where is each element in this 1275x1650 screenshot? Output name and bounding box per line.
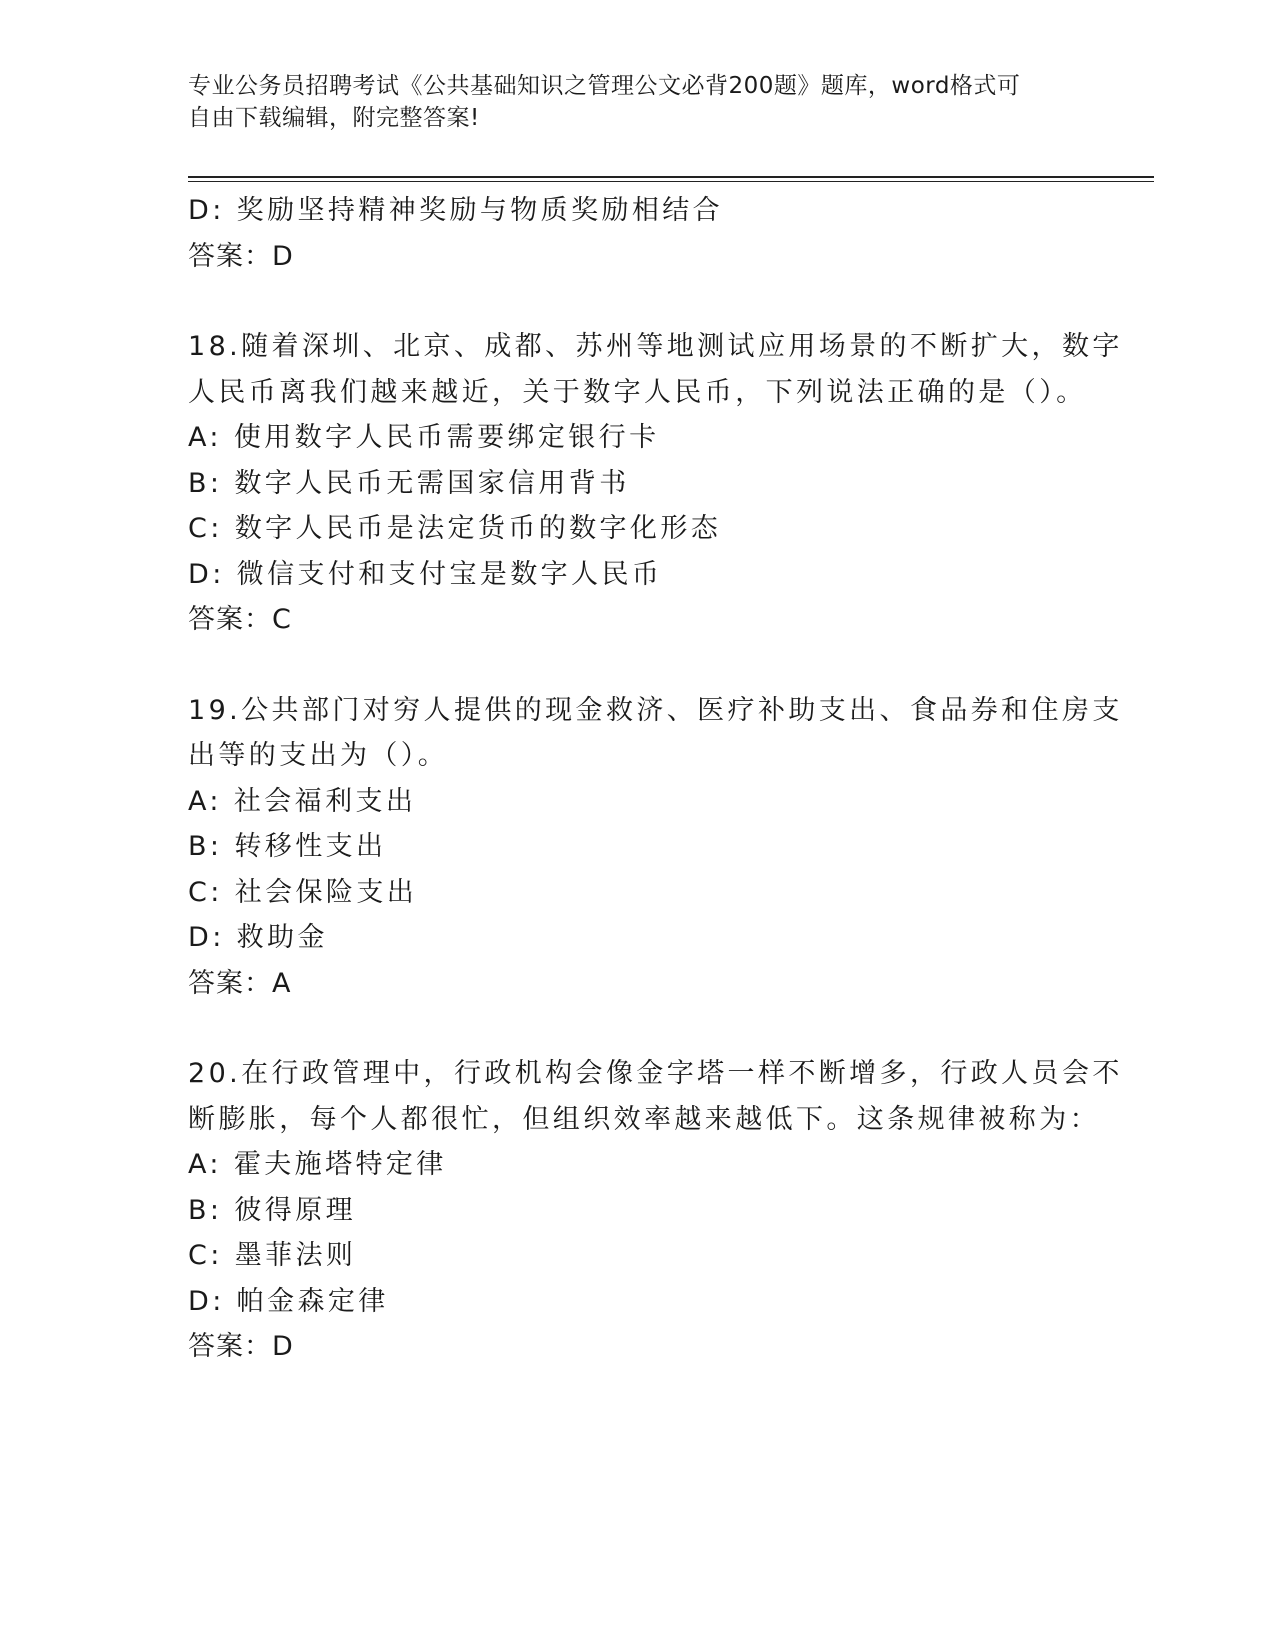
document-header	[188, 70, 1088, 134]
question-stem-line-1: 19.公共部门对穷人提供的现金救济、医疗补助支出、食品券和住房支	[188, 694, 1123, 726]
question-18	[188, 324, 1128, 643]
option-d: D: 帕金森定律	[188, 1285, 389, 1317]
option-a: A: 使用数字人民币需要绑定银行卡	[188, 422, 660, 453]
option-a: A: 社会福利支出	[188, 785, 417, 817]
option-c: C: 数字人民币是法定货币的数字化形态	[188, 513, 722, 544]
option-b: B: 数字人民币无需国家信用背书	[188, 467, 630, 499]
question-stem-line-1: 18.随着深圳、北京、成都、苏州等地测试应用场景的不断扩大，数字	[188, 331, 1123, 362]
answer-line: 答案：D	[188, 1331, 294, 1362]
option-d: D: 救助金	[188, 922, 328, 953]
question-list	[188, 188, 1128, 1370]
question-stem-line-2: 人民币离我们越来越近，关于数字人民币，下列说法正确的是（）。	[188, 376, 1087, 408]
option-d: D: 微信支付和支付宝是数字人民币	[188, 558, 663, 590]
option-c: C: 社会保险支出	[188, 876, 418, 908]
question-stem-line-2: 出等的支出为（）。	[188, 740, 449, 771]
header-line-1: 专业公务员招聘考试《公共基础知识之管理公文必背200题》题库，word格式可	[188, 73, 1021, 99]
answer-line: 答案：C	[188, 604, 292, 635]
header-divider-thin	[188, 181, 1154, 182]
previous-question-tail	[188, 188, 1128, 279]
question-19	[188, 688, 1128, 1007]
question-stem-line-1: 20.在行政管理中，行政机构会像金字塔一样不断增多，行政人员会不	[188, 1058, 1123, 1089]
answer-line: 答案：A	[188, 967, 292, 999]
option-d: D: 奖励坚持精神奖励与物质奖励相结合	[188, 195, 724, 226]
question-20	[188, 1051, 1128, 1370]
option-b: B: 彼得原理	[188, 1194, 357, 1226]
option-a: A: 霍夫施塔特定律	[188, 1149, 447, 1180]
answer-line: 答案：D	[188, 240, 294, 272]
option-c: C: 墨菲法则	[188, 1240, 357, 1271]
question-stem-line-2: 断膨胀，每个人都很忙，但组织效率越来越低下。这条规律被称为：	[188, 1103, 1100, 1135]
header-line-2: 自由下载编辑，附完整答案!	[188, 105, 480, 131]
option-b: B: 转移性支出	[188, 831, 387, 862]
header-divider-thick	[188, 176, 1154, 178]
